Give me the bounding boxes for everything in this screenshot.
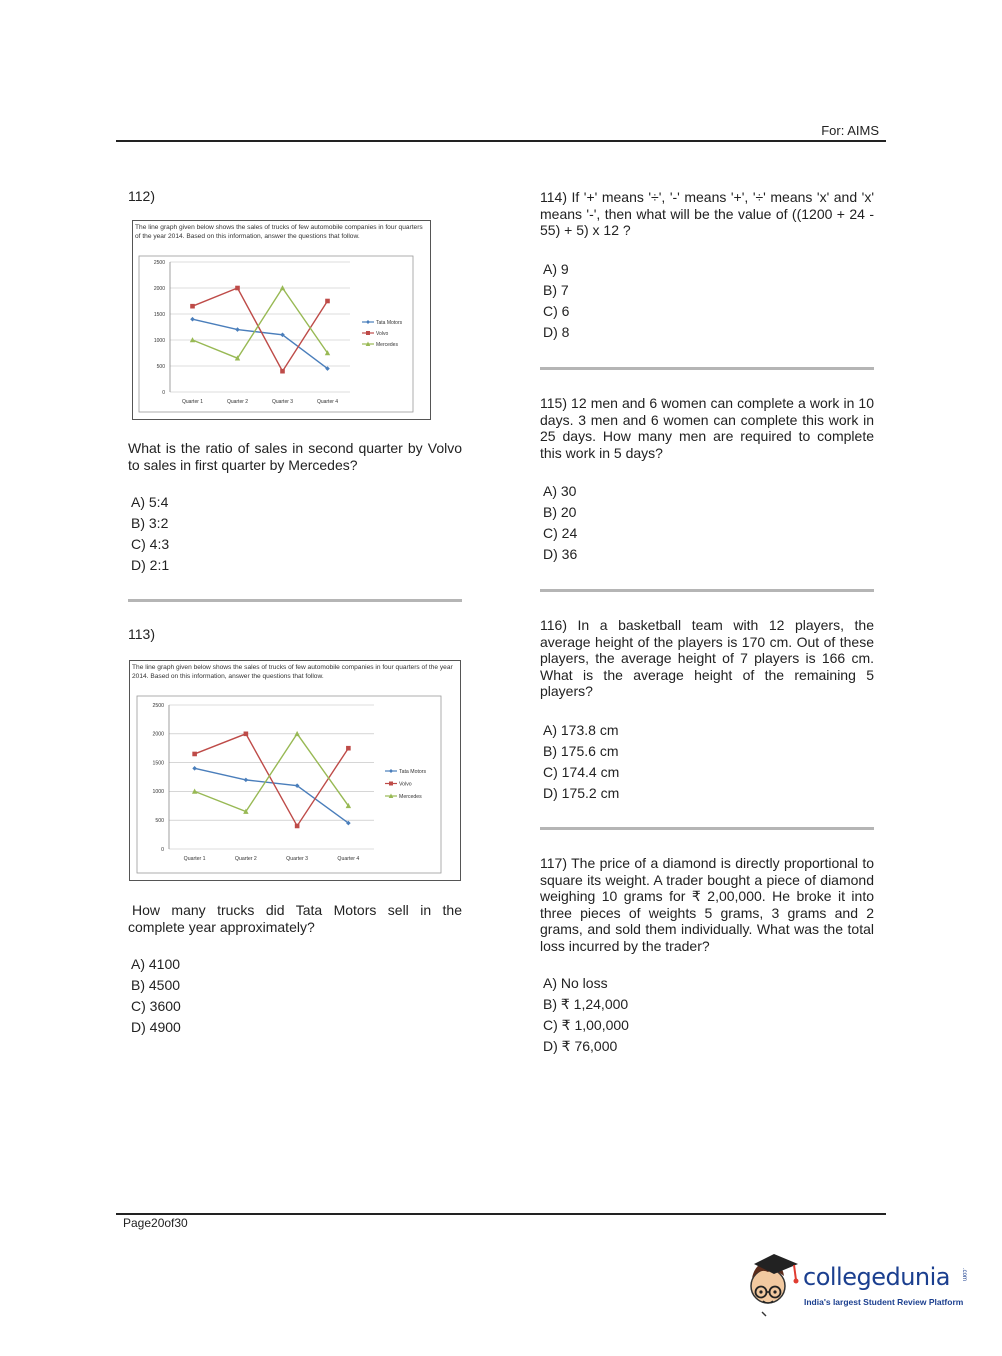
data-point [346,746,351,751]
collegedunia-logo[interactable] [744,1250,974,1320]
x-tick-label: Quarter 2 [234,856,257,862]
option-b[interactable]: B) 7 [543,281,569,298]
chart-caption: The line graph given below shows the sales of trucks of few automobile companies in four quarters of the year 2014. Based on this information, answer the questions that follow. [135,224,423,240]
option-b[interactable]: B) 175.6 cm [543,742,619,759]
data-point [192,766,197,771]
x-tick-label: Quarter 2 [226,399,249,405]
header-rule [116,140,886,142]
data-point [295,824,300,829]
logo-wordmark: collegedunia [803,1263,951,1291]
separator [540,827,874,830]
x-tick-label: Quarter 1 [181,399,204,405]
x-tick-label: Quarter 4 [337,856,360,862]
footer-rule [116,1213,886,1215]
question-112-body [128,440,462,576]
x-tick-label: Quarter 3 [271,399,294,405]
data-point [325,299,330,304]
logo-tagline: India's largest Student Review Platform [804,1297,964,1307]
legend-marker [366,320,370,324]
option-b[interactable]: B) 3:2 [131,515,169,531]
series-line-volvo [195,734,349,826]
data-point [190,317,195,322]
legend-label: Mercedes [399,793,422,800]
question-text: 116) In a basketball team with 12 players, the average height of the players is 170 cm. Out of these players, the average height of 7 players is 166 cm. What is the average height of the remaining 5 players? [540,617,874,699]
y-tick-label: 1000 [152,789,164,796]
question-text: 117) The price of a diamond is directly proportional to square its weight. A trader bought a piece of diamond weighing 10 grams for ₹ 2,00,000. He broke it into three pieces of weights 5 grams, 3 grams and 2 grams, and sold them individually. What was the total loss incurred by the trader? [540,855,874,954]
option-a[interactable]: A) 4100 [131,956,181,972]
options-list [128,492,462,576]
option-a[interactable]: A) 9 [543,260,569,277]
chart-113 [129,660,461,881]
data-point [244,732,249,737]
option-c[interactable]: C) ₹ 1,00,000 [543,1017,629,1033]
chart-caption: The line graph given below shows the sales of trucks of few automobile companies in four quarters of the year 2014. Based on this information, answer the questions that follow. [132,664,453,680]
y-tick-label: 2000 [153,285,165,292]
separator [540,367,874,370]
x-tick-label: Quarter 1 [183,856,206,862]
y-tick-label: 0 [161,846,164,853]
y-tick-label: 1500 [152,760,164,767]
question-113-body [128,902,462,1038]
legend-label: Mercedes [376,341,398,348]
series-line-tata-motors [193,319,328,368]
header-exam-label: For: AIMS [821,123,879,138]
option-d[interactable]: D) 4900 [131,1019,181,1035]
option-c[interactable]: C) 6 [543,302,570,319]
options-list [128,954,462,1038]
question-117 [540,855,874,1057]
option-d[interactable]: D) 2:1 [131,557,170,573]
logo-dotcom: .com [961,1268,967,1282]
option-b[interactable]: B) 4500 [131,977,181,993]
option-d[interactable]: D) 36 [543,546,578,562]
question-112 [128,188,462,205]
y-tick-label: 1000 [153,337,165,344]
options-list [540,973,874,1057]
line-chart-svg [130,661,460,880]
y-tick-label: 2000 [152,731,164,738]
separator [128,599,462,602]
question-116 [540,617,874,804]
series-line-tata-motors [195,768,349,823]
y-tick-label: 2500 [152,702,164,709]
y-tick-label: 0 [162,389,165,396]
data-point [244,778,249,783]
option-c[interactable]: C) 3600 [131,998,181,1014]
option-c[interactable]: C) 174.4 cm [543,763,620,780]
x-tick-label: Quarter 4 [316,399,339,405]
option-c[interactable]: C) 4:3 [131,536,170,552]
options-list [540,481,874,565]
question-114 [540,189,874,343]
question-text: How many trucks did Tata Motors sell in the complete year approximately? [128,902,462,935]
option-d[interactable]: D) ₹ 76,000 [543,1038,618,1054]
question-text: 115) 12 men and 6 women can complete a work in 10 days. 3 men and 6 women can complete this work in 25 days. How many men are required to complete this work in 5 days? [540,395,874,461]
legend-label: Volvo [376,330,389,337]
options-list [540,259,874,343]
legend-label: Tata Motors [399,768,427,775]
legend-marker [366,331,370,335]
legend-marker [389,769,393,773]
question-number: 113) [128,626,155,642]
question-113 [128,626,462,643]
chart-112 [132,220,431,420]
page-number: Page20of30 [123,1216,188,1230]
option-a[interactable]: A) No loss [543,975,608,991]
mascot-icon [744,1250,804,1320]
option-a[interactable]: A) 5:4 [131,494,169,510]
data-point [235,327,240,332]
options-list [540,720,874,804]
data-point [192,789,197,794]
option-d[interactable]: D) 8 [543,323,570,340]
question-text: What is the ratio of sales in second quarter by Volvo to sales in first quarter by Mercedes? [128,440,462,473]
separator [540,589,874,592]
y-tick-label: 2500 [153,259,165,266]
option-d[interactable]: D) 175.2 cm [543,784,620,801]
question-115 [540,395,874,565]
data-point [235,286,240,291]
data-point [280,369,285,374]
question-number: 112) [128,188,155,204]
y-tick-label: 500 [155,818,164,824]
option-c[interactable]: C) 24 [543,525,578,541]
option-a[interactable]: A) 30 [543,483,577,499]
legend-label: Tata Motors [376,319,403,326]
series-line-volvo [193,288,328,371]
legend-label: Volvo [399,781,412,788]
line-chart-svg [133,221,430,419]
option-b[interactable]: B) ₹ 1,24,000 [543,996,629,1012]
y-tick-label: 1500 [153,311,165,318]
data-point [190,304,195,309]
option-b[interactable]: B) 20 [543,504,577,520]
legend-marker [389,782,393,786]
question-text: 114) If '+' means '÷', '-' means '+', '÷' means 'x' and 'x' means '-', then what will be the value of ((1200 + 24 - 55) + 5) x 12 ? [540,189,874,238]
y-tick-label: 500 [156,363,165,370]
data-point [192,752,197,757]
x-tick-label: Quarter 3 [286,856,309,862]
option-a[interactable]: A) 173.8 cm [543,721,619,738]
